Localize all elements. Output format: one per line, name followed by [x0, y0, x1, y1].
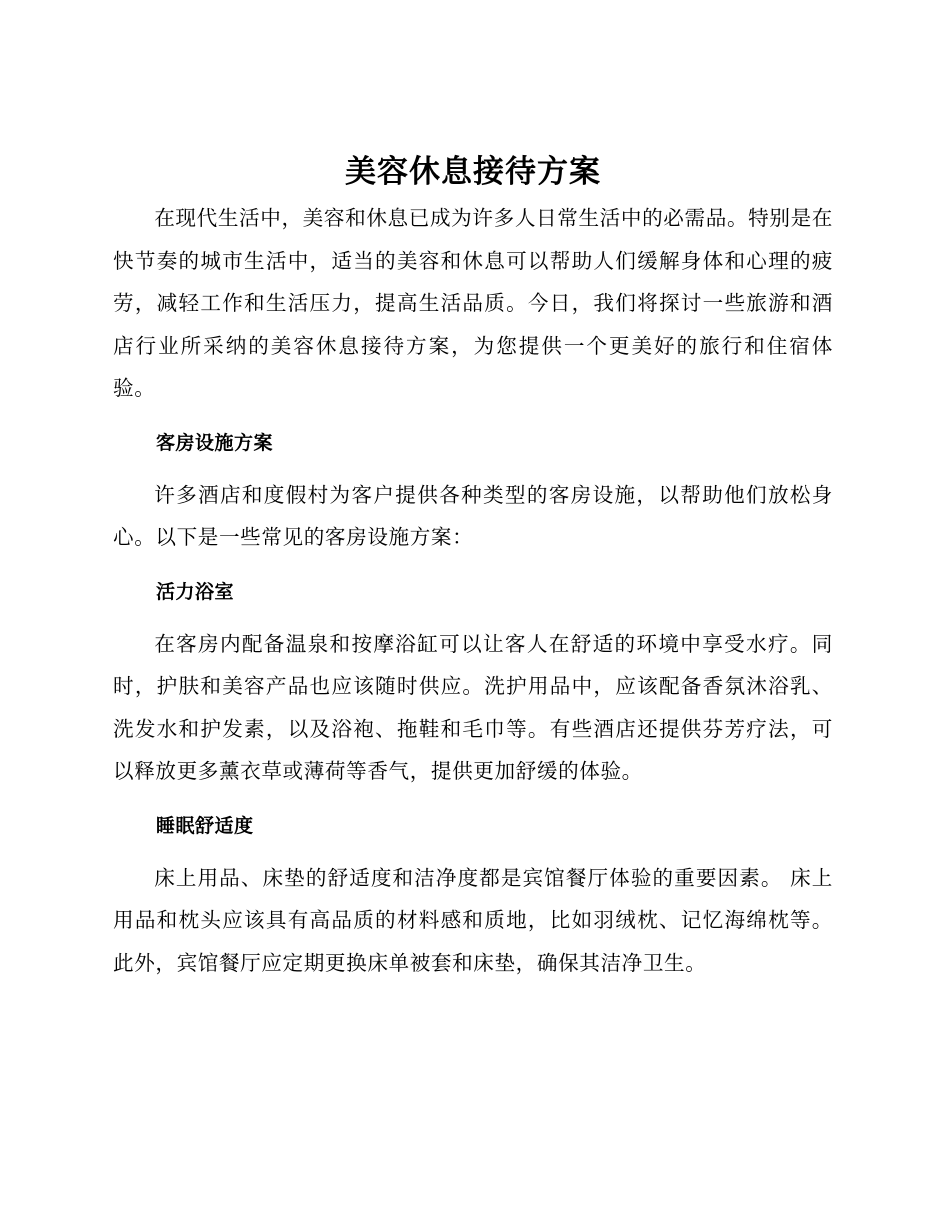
section-vitality-bathroom [113, 571, 833, 793]
section-sleep-comfort [113, 805, 833, 985]
section-room-facilities [113, 422, 833, 559]
section-heading: 客房设施方案 [156, 431, 274, 454]
document-page [113, 150, 833, 984]
section-heading: 睡眠舒适度 [156, 814, 254, 837]
section-heading: 活力浴室 [156, 580, 235, 603]
section-paragraph: 床上用品、床垫的舒适度和洁净度都是宾馆餐厅体验的重要因素。 床上用品和枕头应该具有高品质的材料感和质地，比如羽绒枕、记忆海绵枕等。此外，宾馆餐厅应定期更换床单被套和床垫，确保其洁净卫生。 [113, 865, 833, 975]
intro-paragraph: 在现代生活中，美容和休息已成为许多人日常生活中的必需品。特别是在快节奏的城市生活中，适当的美容和休息可以帮助人们缓解身体和心理的疲劳，减轻工作和生活压力，提高生活品质。今日，我们将探讨一些旅游和酒店行业所采纳的美容休息接待方案，为您提供一个更美好的旅行和住宿体验。 [113, 206, 833, 400]
section-paragraph: 许多酒店和度假村为客户提供各种类型的客房设施，以帮助他们放松身心。以下是一些常见的客房设施方案： [113, 482, 833, 549]
section-paragraph: 在客房内配备温泉和按摩浴缸可以让客人在舒适的环境中享受水疗。同时，护肤和美容产品也应该随时供应。洗护用品中，应该配备香氛沐浴乳、洗发水和护发素，以及浴袍、拖鞋和毛巾等。有些酒店还提供芬芳疗法，可以释放更多薰衣草或薄荷等香气，提供更加舒缓的体验。 [113, 631, 833, 783]
document-title: 美容休息接待方案 [345, 154, 601, 190]
